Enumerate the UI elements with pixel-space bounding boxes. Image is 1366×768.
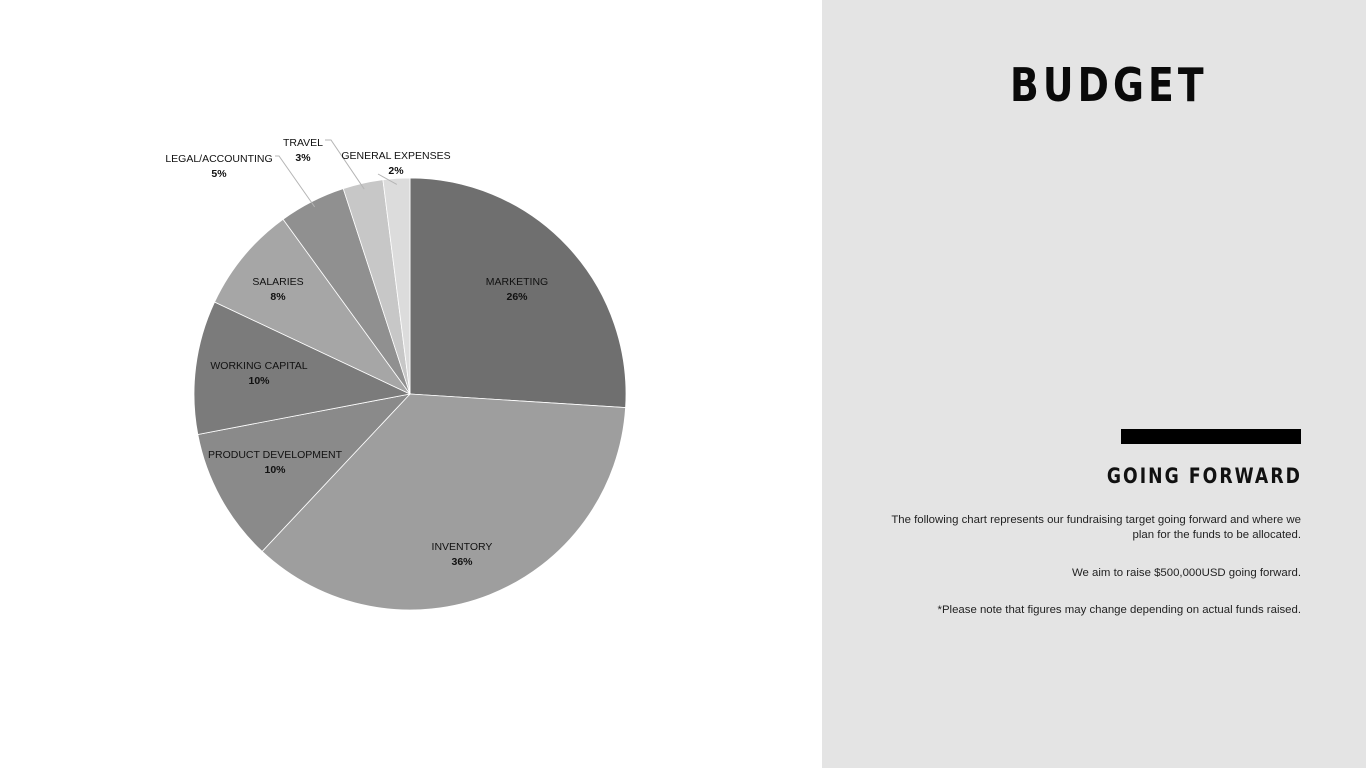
page-title: BUDGET [1010,58,1208,112]
slice-percent-label: 26% [506,291,528,303]
accent-bar [1121,429,1301,444]
slice-label: TRAVEL [282,137,324,149]
slice-percent-label: 2% [388,165,404,177]
slice-label: SALARIES [252,276,304,288]
leader-line [325,140,364,189]
slice-percent-label: 10% [264,464,286,476]
slice-label: WORKING CAPITAL [210,360,308,372]
slice-percent-label: 8% [270,291,286,303]
disclaimer-note: *Please note that figures may change depending on actual funds raised. [937,604,1301,616]
slice-percent-label: 36% [451,556,473,568]
fundraising-target-text: We aim to raise $500,000USD going forward. [1072,567,1301,579]
slice-label: GENERAL EXPENSES [341,150,451,162]
slice-percent-label: 3% [295,152,311,164]
slice-label: PRODUCT DEVELOPMENT [208,449,342,461]
slice-percent-label: 5% [211,168,227,180]
slice-label: LEGAL/ACCOUNTING [165,153,273,165]
description-paragraph: The following chart represents our fundraising target going forward and where we plan for the funds to be allocated. [891,514,1301,541]
section-heading: GOING FORWARD [1106,464,1302,488]
slice-percent-label: 10% [248,375,270,387]
slice-label: INVENTORY [431,541,493,553]
side-panel [822,0,1366,768]
slice-label: MARKETING [485,276,549,288]
